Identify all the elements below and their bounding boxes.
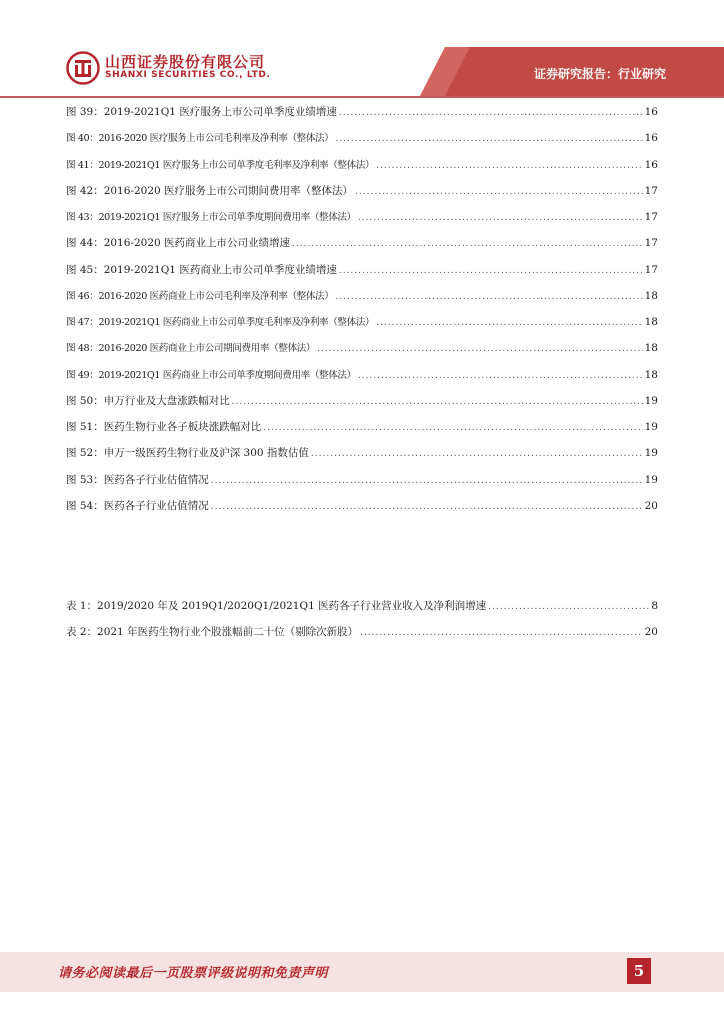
toc-entry-page: 17 xyxy=(644,211,658,223)
toc-entry-page: 19 xyxy=(644,447,658,460)
toc-entry-page: 19 xyxy=(644,394,658,407)
toc-entry[interactable] xyxy=(66,624,658,650)
dot-leader xyxy=(358,371,643,381)
toc-entry[interactable] xyxy=(66,419,658,445)
dot-leader xyxy=(339,266,643,276)
toc-entry-page: 20 xyxy=(644,499,658,512)
header-banner xyxy=(0,0,724,100)
toc-entry-page: 19 xyxy=(644,473,658,486)
toc-entry-page: 18 xyxy=(644,368,658,381)
dot-leader xyxy=(355,187,643,197)
toc-entry-label: 图 48：2016-2020 医药商业上市公司期间费用率（整体法） xyxy=(66,343,316,355)
dot-leader xyxy=(376,318,642,328)
page-number: 5 xyxy=(627,958,651,984)
dot-leader xyxy=(232,397,643,407)
toc-entry-label: 图 40：2016-2020 医疗服务上市公司毛利率及净利率（整体法） xyxy=(66,133,334,145)
toc-entry[interactable] xyxy=(66,393,658,419)
toc-entry-label: 图 47：2019-2021Q1 医药商业上市公司单季度毛利率及净利率（整体法） xyxy=(66,317,375,328)
toc-entry-page: 18 xyxy=(644,316,658,328)
toc-entry[interactable] xyxy=(66,183,658,209)
dot-leader xyxy=(339,108,643,118)
toc-entry[interactable] xyxy=(66,262,658,288)
toc-entry-label: 图 39：2019-2021Q1 医疗服务上市公司单季度业绩增速 xyxy=(66,106,337,118)
toc-entry[interactable] xyxy=(66,209,658,235)
toc-entry-page: 16 xyxy=(644,158,658,171)
dot-leader xyxy=(335,134,642,144)
dot-leader xyxy=(376,161,642,171)
toc-entry[interactable] xyxy=(66,367,658,393)
toc-entry-page: 20 xyxy=(644,626,658,639)
toc-entry-label: 图 45：2019-2021Q1 医药商业上市公司单季度业绩增速 xyxy=(66,263,337,276)
toc-entry[interactable] xyxy=(66,130,658,156)
toc-entry-label: 图 42：2016-2020 医疗服务上市公司期间费用率（整体法） xyxy=(66,184,354,197)
dot-leader xyxy=(335,292,642,302)
toc-entry-page: 8 xyxy=(651,600,658,612)
toc-entry[interactable] xyxy=(66,340,658,366)
toc-entry-page: 17 xyxy=(644,184,658,197)
toc-entry[interactable] xyxy=(66,235,658,261)
toc-entry-label: 图 53：医药各子行业估值情况 xyxy=(66,473,209,486)
report-type-label: 证券研究报告：行业研究 xyxy=(533,67,666,81)
toc-entry[interactable] xyxy=(66,314,658,340)
dot-leader xyxy=(360,628,643,638)
toc-entry[interactable] xyxy=(66,157,658,183)
toc-entry-label: 图 46：2016-2020 医药商业上市公司毛利率及净利率（整体法） xyxy=(66,290,334,302)
dot-leader xyxy=(488,602,649,612)
toc-entry[interactable] xyxy=(66,445,658,471)
dot-leader xyxy=(311,449,643,459)
toc-entry-label: 图 51：医药生物行业各子板块涨跌幅对比 xyxy=(66,421,262,433)
toc-entry-page: 17 xyxy=(644,263,658,276)
toc-entry-label: 图 49：2019-2021Q1 医药商业上市公司单季度期间费用率（整体法） xyxy=(66,369,356,381)
toc-entry-label: 图 52：申万一级医药生物行业及沪深 300 指数估值 xyxy=(66,447,309,460)
toc-entry[interactable] xyxy=(66,104,658,130)
toc-entry[interactable] xyxy=(66,598,658,624)
toc-entry-page: 19 xyxy=(644,421,658,433)
toc-entry[interactable] xyxy=(66,472,658,498)
logo-icon xyxy=(66,51,100,85)
toc-entry[interactable] xyxy=(66,498,658,524)
toc-entry-label: 图 41：2019-2021Q1 医疗服务上市公司单季度毛利率及净利率（整体法） xyxy=(66,159,375,171)
toc-entry-page: 18 xyxy=(644,289,658,302)
dot-leader xyxy=(263,423,642,433)
toc-entry-label: 表 1：2019/2020 年及 2019Q1/2020Q1/2021Q1 医药各子行业营业收入及净利润增速 xyxy=(66,600,487,612)
dot-leader xyxy=(317,344,643,354)
dot-leader xyxy=(358,213,643,223)
company-name-cn: 山西证券股份有限公司 xyxy=(105,53,266,71)
dot-leader xyxy=(211,502,643,512)
toc-entry-label: 图 44：2016-2020 医药商业上市公司业绩增速 xyxy=(66,237,291,250)
dot-leader xyxy=(211,476,643,486)
table-list xyxy=(66,598,658,651)
footer-disclaimer: 请务必阅读最后一页股票评级说明和免责声明 xyxy=(58,966,329,981)
toc-entry-label: 图 43：2019-2021Q1 医疗服务上市公司单季度期间费用率（整体法） xyxy=(66,212,356,223)
dot-leader xyxy=(292,239,643,249)
toc-entry-label: 图 50：申万行业及大盘涨跌幅对比 xyxy=(66,394,230,407)
company-name-en: SHANXI SECURITIES CO., LTD. xyxy=(105,70,271,80)
toc-entry-page: 16 xyxy=(644,106,658,118)
toc-entry[interactable] xyxy=(66,288,658,314)
toc-entry-label: 图 54：医药各子行业估值情况 xyxy=(66,499,209,512)
toc-entry-page: 17 xyxy=(644,237,658,250)
page-header xyxy=(0,0,724,100)
figure-list xyxy=(66,104,658,524)
toc-entry-page: 18 xyxy=(644,342,658,355)
toc-entry-label: 表 2：2021 年医药生物行业个股涨幅前二十位（剔除次新股） xyxy=(66,626,359,639)
toc-entry-page: 16 xyxy=(644,132,658,145)
